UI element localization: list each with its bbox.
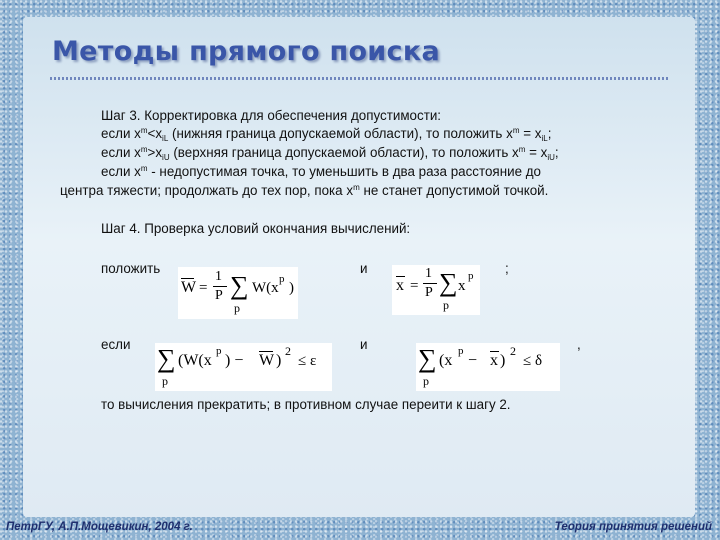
step3-line-3: если $x^m$ - недопустимая точка, то уменьшить в два раза расстояние до — [101, 164, 541, 179]
put-label: положить — [101, 261, 161, 276]
and-label-2: и — [360, 337, 368, 352]
step3-line-4: центра тяжести; продолжать до тех пор, пока $x^m$ не станет допустимой точкой. — [60, 183, 549, 198]
comma: , — [577, 337, 581, 352]
if-label: если — [101, 337, 131, 352]
semicolon: ; — [505, 261, 509, 276]
step4-heading: Шаг 4. Проверка условий окончания вычислений: — [101, 221, 411, 236]
slide-title: Методы прямого поиска — [52, 36, 440, 67]
formula-mean-x: x = 1 P ∑ p x p — [392, 265, 480, 315]
step3-heading: Шаг 3. Корректировка для обеспечения допустимости: — [101, 108, 442, 123]
conclusion-line: то вычисления прекратить; в противном случае переити к шагу 2. — [101, 397, 511, 412]
formula-stop-x: ∑ p (x p − x ) 2 ≤ δ — [416, 343, 560, 391]
step3-line-1: если $x^m<x_{iL}$ (нижняя граница допускаемой области), то положить $x^m = x_{iL}$; — [101, 126, 552, 143]
and-label-1: и — [360, 261, 368, 276]
step3-line-2: если $x^m>x_{iU}$ (верхняя граница допускаемой области), то положить $x^m = x_{iU}$; — [101, 145, 559, 162]
footer-author: ПетрГУ, А.П.Мощевикин, 2004 г. — [6, 521, 193, 533]
footer-course: Теория принятия решений — [554, 521, 712, 533]
formula-mean-w: W = 1 P ∑ p W(x p ) — [178, 267, 298, 319]
title-divider — [50, 77, 668, 80]
formula-stop-w: ∑ p (W(x p ) − W ) 2 ≤ ε — [155, 343, 332, 391]
